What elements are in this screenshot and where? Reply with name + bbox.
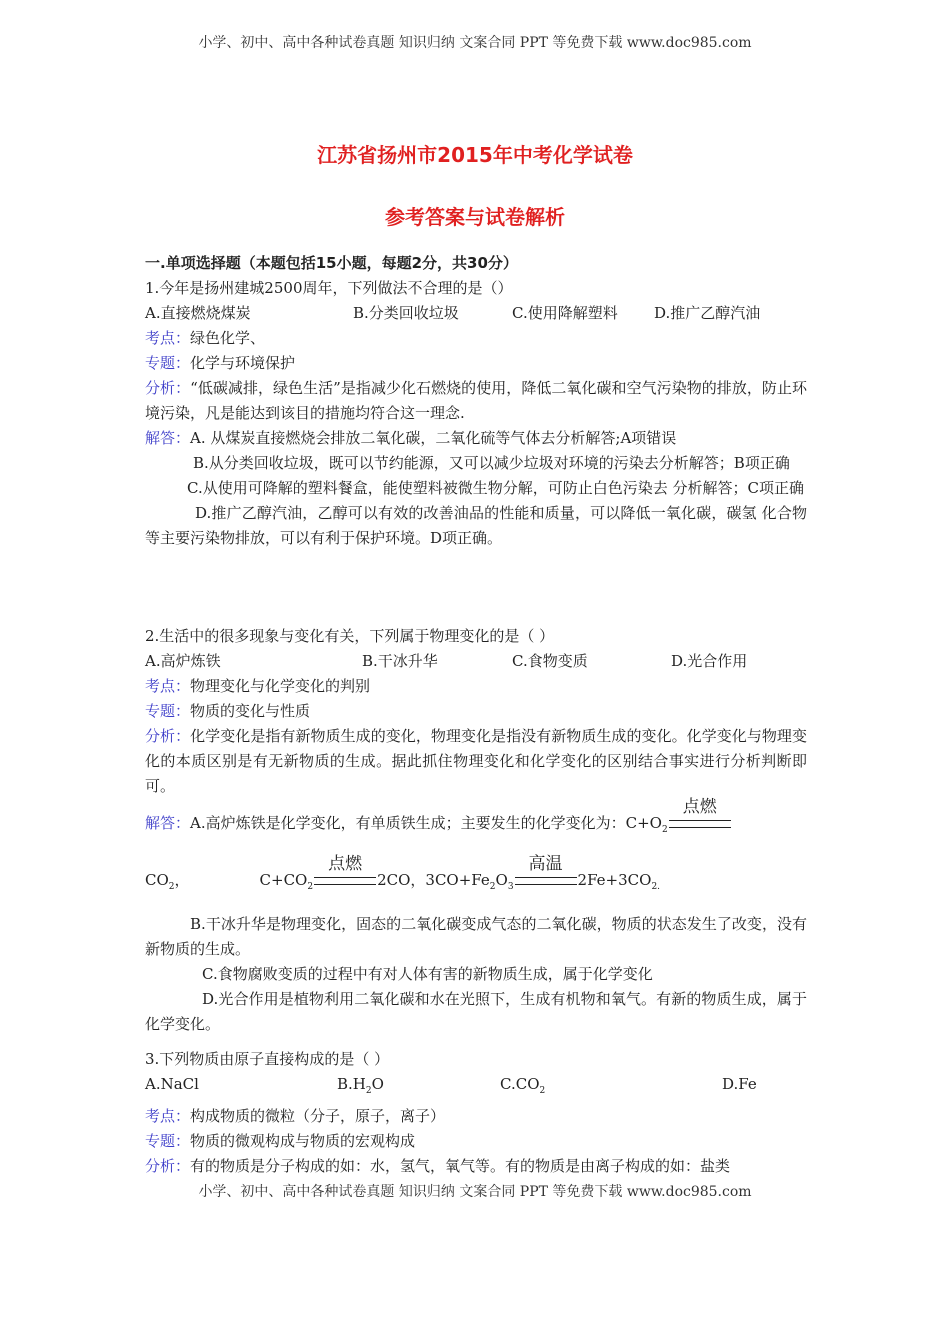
zhuanti-text: 化学与环境保护 [190,354,296,372]
label-fenxi: 分析： [145,727,191,745]
answer-b: B.从分类回收垃圾，既可以节约能源，又可以减少垃圾对环境的污染去分析解答；B项正确 [193,454,790,472]
label-kaodian: 考点： [145,329,191,347]
answer-d: D.光合作用是植物利用二氧化碳和水在光照下，生成有机物和氧气。有新的物质生成，属于化学变化。 [145,990,807,1033]
page-header: 小学、初中、高中各种试卷真题 知识归纳 文案合同 PPT 等免费下载 www.doc985.com [198,35,752,51]
answer-c: C.从使用可降解的塑料餐盒，能使塑料被微生物分解，可防止白色污染去 分析解答；C项正确 [187,479,804,497]
kaodian-text: 绿色化学、 [190,329,266,347]
option-d: D.Fe [722,1075,757,1093]
reaction-arrow: 点燃 [669,820,731,828]
option-c: C.使用降解塑料 [512,304,618,322]
label-zhuanti: 专题： [145,354,191,372]
option-a: A.直接燃烧煤炭 [145,304,251,322]
option-b: $B.H_2O$ [337,1075,384,1096]
reaction-arrow: 高温 [515,877,577,885]
answer-c: C.食物腐败变质的过程中有对人体有害的新物质生成，属于化学变化 [202,965,653,983]
zhuanti-text: 物质的微观构成与物质的宏观构成 [190,1132,416,1150]
question-3 [145,1047,807,1179]
section-heading: 一.单项选择题（本题包括15小题，每题2分，共30分） [145,254,518,272]
option-b: B.分类回收垃圾 [353,304,459,322]
document-subtitle: 参考答案与试卷解析 [385,205,565,229]
option-a: A.高炉炼铁 [145,652,221,670]
option-b: B.干冰升华 [362,652,438,670]
kaodian-text: 物理变化与化学变化的判别 [190,677,371,695]
label-jieda: 解答： [145,429,191,447]
reaction-arrow: 点燃 [314,877,376,885]
fenxi-text: 有的物质是分子构成的如：水，氢气，氧气等。有的物质是由离子构成的如：盐类 [190,1157,731,1175]
answer-b: B.干冰升华是物理变化，固态的二氧化碳变成气态的二氧化碳，物质的状态发生了改变，没有新物质的生成。 [145,915,807,958]
label-kaodian: 考点： [145,677,191,695]
option-c: $C.CO_2$ [500,1075,546,1096]
document-title: 江苏省扬州市2015年中考化学试卷 [317,143,633,167]
question-stem: 3.下列物质由原子直接构成的是（ ） [145,1050,390,1068]
fenxi-text: 化学变化是指有新物质生成的变化，物理变化是指没有新物质生成的变化。化学变化与物理变化的本质区别是有无新物质的生成。据此抓住物理变化和化学变化的区别结合事实进行分析判断即可。 [145,727,807,795]
option-a: A.NaCl [145,1075,199,1093]
options [145,301,807,326]
label-zhuanti: 专题： [145,702,191,720]
kaodian-text: 构成物质的微粒（分子，原子，离子） [190,1107,446,1125]
fenxi-text: “低碳减排，绿色生活”是指减少化石燃烧的使用，降低二氧化碳和空气污染物的排放，防止环境污染，凡是能达到该目的措施均符合这一理念. [145,379,807,422]
answer-a: A. 从煤炭直接燃烧会排放二氧化碳，二氧化硫等气体去分析解答;A项错误 [190,429,677,447]
answer-d: D.推广乙醇汽油，乙醇可以有效的改善油品的性能和质量，可以降低一氧化碳，碳氢 化合物等主要污染物排放，可以有利于保护环境。D项正确。 [145,504,807,547]
answer-a: A.高炉炼铁是化学变化，有单质铁生成；主要发生的化学变化为：C+O [190,814,662,832]
question-2: 2.生活中的很多现象与变化有关，下列属于物理变化的是（ ） A.高炉炼铁 B.干冰升华 C.食物变质 D.光合作用 考点：物理变化与化学变化的判别 专题：物质的变化与性质 分析：化学变化是指有新物质生成的变化，物理变化是指没有新物质生成的变化。化学变化与物理变化的本质区别是有无新物质的生成。据此抓住物理变化和化学变化的区别结合事实进行分析判断即可。 解答：A.高炉炼铁是化学变化，有单质铁生成；主要发生的化学变化为：$C+O_2$ 点燃 $CO_2$， $C+CO_2$ 点燃 2CO，$3CO+Fe_2O_3$ 高温 $2Fe+3CO_{2.}$ B.干冰升华是物理变化，固态的二氧化碳变成气态的二氧化碳，物质的状态发生了改变，没有新物质的生成。 C.食物腐败变质的过程中有对人体有害的新物质生成，属于化学变化 D.光合作用是植物利用二氧化碳和水在光照下，生成有机物和氧气。有新的物质生成，属于化学变化。 [145,624,807,1037]
page-footer: 小学、初中、高中各种试卷真题 知识归纳 文案合同 PPT 等免费下载 www.doc985.com [198,1184,752,1200]
question-stem: 2.生活中的很多现象与变化有关，下列属于物理变化的是（ ） [145,627,555,645]
label-fenxi: 分析： [145,1157,191,1175]
option-d: D.光合作用 [671,652,748,670]
equations: $CO_2$， $C+CO_2$ 点燃 2CO，$3CO+Fe_2O_3$ 高温 $2Fe+3CO_{2.}$ [145,854,661,892]
zhuanti-text: 物质的变化与性质 [190,702,311,720]
option-c: C.食物变质 [512,652,588,670]
question-stem: 1.今年是扬州建城2500周年，下列做法不合理的是（） [145,279,513,297]
label-fenxi: 分析： [145,379,191,397]
option-d: D.推广乙醇汽油 [654,304,761,322]
label-jieda: 解答： [145,814,191,832]
label-kaodian: 考点： [145,1107,191,1125]
label-zhuanti: 专题： [145,1132,191,1150]
question-1 [145,251,807,551]
